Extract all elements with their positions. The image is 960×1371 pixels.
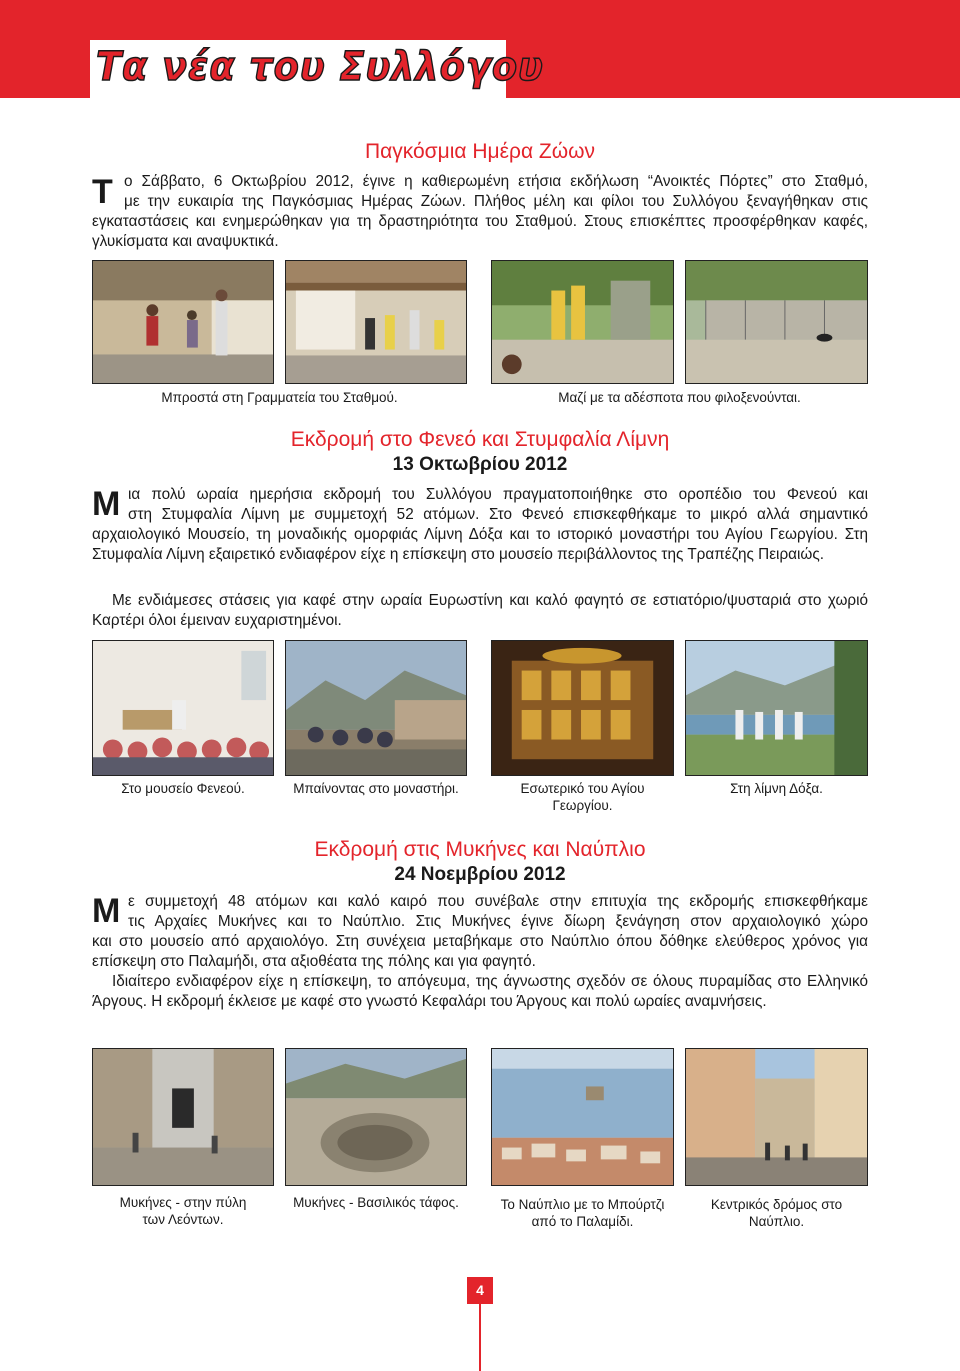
section1-line1: ο Σάββατο, 6 Οκτωβρίου 2012, έγινε η καθιερωμένη ετήσια εκδήλωση “Ανοικτές Πόρτες” στο Σταθμό, <box>124 173 868 190</box>
caption-lion-gate: Μυκήνες - στην πύλη των Λεόντων. <box>119 1195 247 1227</box>
section1-body: εγκαταστάσεις και ενημερώθηκαν για τη δραστηριότητα του Σταθμού. Στους επισκέπτες προσφέρθηκαν καφές, γλυκίσματα και αναψυκτικά. <box>92 213 868 250</box>
section2-date: 13 Οκτωβρίου 2012 <box>392 454 568 475</box>
photo-feneos-museum <box>92 640 274 776</box>
section2-dropcap: Μ <box>92 485 121 523</box>
photo-dogs-2 <box>685 260 868 384</box>
section3-line2: τις Αρχαίες Μυκήνες και το Ναύπλιο. Στις Μυκήνες έγινε δίωρη ξενάγηση στον αρχαιολογικό χώρο <box>128 913 868 930</box>
section1-heading: Παγκόσμια Ημέρα Ζώων <box>364 140 596 163</box>
photo-lake-doxa <box>685 640 868 776</box>
photo-secretariat-1 <box>92 260 274 384</box>
section2-heading: Εκδρομή στο Φενεό και Στυμφαλία Λίμνη <box>290 428 670 451</box>
caption-secretariat: Μπροστά στη Γραμματεία του Σταθμού. <box>161 390 398 405</box>
caption-nafplio-bourtzi: Το Ναύπλιο με το Μπούρτζι από το Παλαμίδι. <box>500 1197 665 1229</box>
section2-line2: στη Στυμφαλία Λίμνη με συμμετοχή 52 ατόμων. Στο Φενεό επισκεφθήκαμε το μικρό αλλά σημαντικό <box>128 506 868 523</box>
caption-church-interior: Εσωτερικό του Αγίου Γεωργίου. <box>520 781 645 813</box>
caption-dogs: Μαζί με τα αδέσποτα που φιλοξενούνται. <box>558 390 801 405</box>
photo-monastery <box>285 640 467 776</box>
caption-monastery: Μπαίνοντας στο μοναστήρι. <box>293 781 459 796</box>
section2-para2: Με ενδιάμεσες στάσεις για καφέ στην ωραία Ευρωστίνη και καλό φαγητό σε εστιατόριο/ψυσταριά στο χωριό Καρτέρι όλοι έμειναν ευχαριστημένοι. <box>92 592 868 629</box>
caption-feneos-museum: Στο μουσείο Φενεού. <box>121 781 245 796</box>
section3-line1: ε συμμετοχή 48 ατόμων και καλό καιρό που συνέβαλε στην επιτυχία της εκδρομής επισκεφθήκαμε <box>128 893 868 910</box>
page-title: Τα νέα του Συλλόγου <box>96 44 544 90</box>
caption-royal-tomb: Μυκήνες - Βασιλικός τάφος. <box>293 1195 459 1210</box>
photo-royal-tomb <box>285 1048 467 1186</box>
photo-lion-gate <box>92 1048 274 1186</box>
section1-line2: με την ευκαιρία της Παγκόσμιας Ημέρας Ζώων. Πλήθος μέλη και φίλοι του Συλλόγου ξεναγήθηκαν στις <box>124 193 868 210</box>
section3-body: και στο μουσείο από αρχαιολόγο. Στη συνέχεια μεταβήκαμε στο Ναύπλιο όπου δόθηκε ελεύθερος χρόνος για επίσκεψη στο Παλαμήδι, στα αξιοθέατα της πόλης και για φαγητό. <box>92 933 868 970</box>
page-number-line <box>479 1304 481 1371</box>
section3-dropcap: Μ <box>92 892 121 930</box>
photo-secretariat-2 <box>285 260 467 384</box>
section3-heading: Εκδρομή στις Μυκήνες και Ναύπλιο <box>314 838 646 861</box>
photo-dogs-1 <box>491 260 674 384</box>
photo-nafplio-street <box>685 1048 868 1186</box>
photo-church-interior <box>491 640 674 776</box>
section3-para2: Ιδιαίτερο ενδιαφέρον είχε η επίσκεψη, το απόγευμα, της άγνωστης σχεδόν σε όλους πυραμίδας στο Ελληνικό Άργους. Η εκδρομή έκλεισε με καφέ στο γνωστό Κεφαλάρι του Άργους και πολύ ωραίες αναμνήσεις. <box>92 973 868 1010</box>
caption-nafplio-street: Κεντρικός δρόμος στο Ναύπλιο. <box>710 1197 843 1229</box>
section1-dropcap: Τ <box>92 173 113 211</box>
section3-date: 24 Νοεμβρίου 2012 <box>394 864 566 885</box>
photo-nafplio-bourtzi <box>491 1048 674 1186</box>
page-number: 4 <box>467 1277 493 1304</box>
section2-body: αρχαιολογικό Μουσείο, τη μοναδικής ομορφιάς Λίμνη Δόξα και το ιστορικό μοναστήρι του Αγίου Γεωργίου. Στη Στυμφαλία Λίμνη εξαιρετικό ενδιαφέρον είχε η επίσκεψη στο μουσείο περιβάλλοντος της Τραπέζης Πειραιώς. <box>92 526 868 563</box>
caption-lake-doxa: Στη λίμνη Δόξα. <box>730 781 823 796</box>
section2-line1: ια πολύ ωραία ημερήσια εκδρομή του Συλλόγου πραγματοποιήθηκε στο οροπέδιο του Φενεού και <box>128 486 868 503</box>
